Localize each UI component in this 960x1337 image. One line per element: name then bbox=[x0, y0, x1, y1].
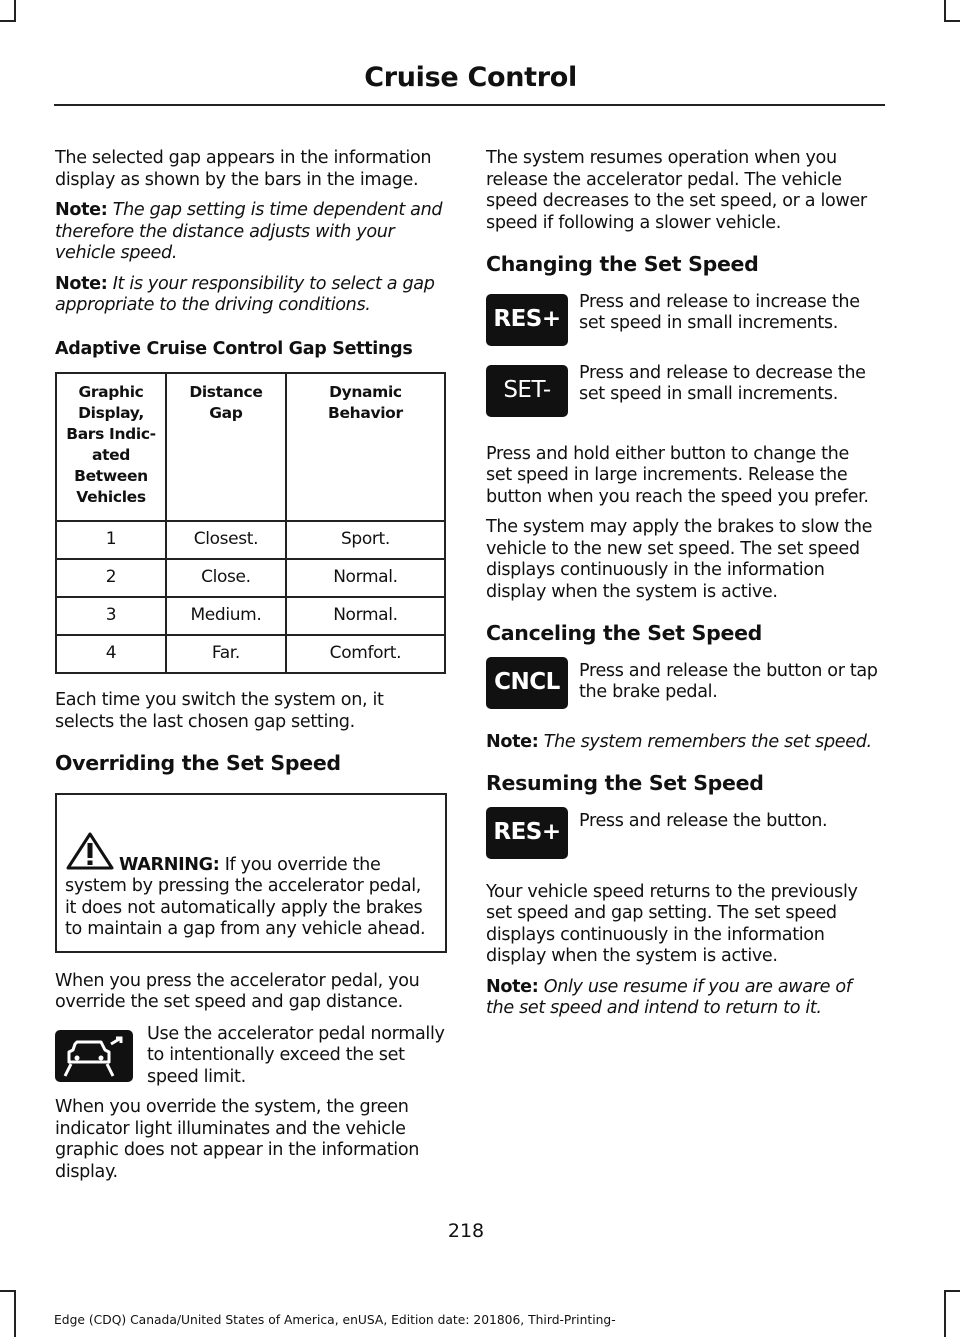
table-header: Distance Gap bbox=[166, 373, 286, 521]
warning-triangle-icon bbox=[65, 831, 115, 878]
table-cell: Close. bbox=[166, 559, 286, 597]
table-cell: 2 bbox=[56, 559, 166, 597]
table-cell: 1 bbox=[56, 521, 166, 559]
set-minus-row bbox=[486, 363, 878, 435]
cncl-row bbox=[486, 661, 878, 723]
note-text: It is your responsibility to select a gap appropriate to the driving conditions. bbox=[55, 273, 435, 315]
page-number: 218 bbox=[447, 1220, 485, 1242]
header-divider bbox=[54, 104, 885, 106]
section-heading: Canceling the Set Speed bbox=[486, 621, 763, 645]
paragraph: The selected gap appears in the information display as shown by the bars in the image. bbox=[55, 148, 432, 190]
crop-mark bbox=[944, 1290, 946, 1337]
paragraph: Your vehicle speed returns to the previously set speed and gap setting. The set speed displays continuously in the information display when the system is active. bbox=[486, 881, 858, 966]
crop-mark bbox=[14, 1290, 16, 1337]
paragraph: The system may apply the brakes to slow the vehicle to the new set speed. The set speed displays continuously in the information display when the system is active. bbox=[486, 517, 873, 602]
table-cell: Normal. bbox=[286, 597, 445, 635]
table-row bbox=[56, 559, 445, 597]
set-minus-button-icon: SET- bbox=[486, 365, 568, 417]
note bbox=[486, 732, 878, 754]
table-cell: Sport. bbox=[286, 521, 445, 559]
warning-label: WARNING: bbox=[119, 854, 220, 875]
accelerator-description: Use the accelerator pedal normally to intentionally exceed the set speed limit. bbox=[147, 1023, 445, 1087]
crop-mark bbox=[944, 0, 946, 20]
res-plus-button-icon: RES+ bbox=[486, 294, 568, 346]
gap-settings-table bbox=[55, 372, 446, 674]
left-column bbox=[55, 148, 447, 1192]
crop-mark bbox=[944, 1290, 960, 1292]
warning-paragraph bbox=[65, 855, 437, 941]
section-heading: Resuming the Set Speed bbox=[486, 771, 764, 795]
note-label: Note: bbox=[486, 731, 539, 752]
resume-row bbox=[486, 811, 878, 873]
note-text: The gap setting is time dependent and therefore the distance adjusts with your vehicle speed. bbox=[55, 200, 443, 263]
set-minus-description: Press and release to decrease the set speed in small increments. bbox=[579, 362, 866, 404]
section-heading: Changing the Set Speed bbox=[486, 252, 759, 276]
paragraph: Each time you switch the system on, it selects the last chosen gap setting. bbox=[55, 690, 384, 732]
page-title: Cruise Control bbox=[364, 62, 577, 93]
paragraph: The system resumes operation when you release the accelerator pedal. The vehicle speed decreases to the set speed, or a lower speed if following a slower vehicle. bbox=[486, 148, 867, 233]
resume-description: Press and release the button. bbox=[579, 810, 828, 831]
section-heading: Overriding the Set Speed bbox=[55, 751, 341, 775]
table-header: Dynamic Behavior bbox=[286, 373, 445, 521]
paragraph: Press and hold either button to change the set speed in large increments. Release the button when you reach the speed you prefer. bbox=[486, 443, 869, 507]
warning-box bbox=[55, 793, 447, 953]
accelerator-override-row bbox=[55, 1024, 447, 1089]
warning-text: If you override the system by pressing the accelerator pedal, it does not automatically apply the brakes to maintain a gap from any vehicle ahead. bbox=[65, 854, 426, 939]
table-header: Graphic Display, Bars Indic-ated Between Vehicles bbox=[56, 373, 166, 521]
res-plus-row bbox=[486, 292, 878, 354]
note-text: Only use resume if you are aware of the set speed and intend to return to it. bbox=[486, 976, 852, 1018]
paragraph: When you press the accelerator pedal, you override the set speed and gap distance. bbox=[55, 970, 420, 1012]
table-cell: Medium. bbox=[166, 597, 286, 635]
crop-mark bbox=[14, 0, 16, 20]
table-cell: Far. bbox=[166, 635, 286, 673]
crop-mark bbox=[0, 20, 16, 22]
table-title: Adaptive Cruise Control Gap Settings bbox=[55, 338, 413, 359]
note bbox=[55, 200, 447, 265]
table-row bbox=[56, 521, 445, 559]
note-label: Note: bbox=[55, 200, 108, 220]
note-label: Note: bbox=[486, 976, 539, 997]
note bbox=[486, 977, 878, 1020]
note bbox=[55, 274, 447, 317]
note-label: Note: bbox=[55, 273, 108, 294]
table-cell: 3 bbox=[56, 597, 166, 635]
table-row bbox=[56, 597, 445, 635]
res-plus-description: Press and release to increase the set speed in small increments. bbox=[579, 291, 860, 333]
cncl-button-icon: CNCL bbox=[486, 657, 568, 709]
table-cell: Comfort. bbox=[286, 635, 445, 673]
table-cell: Closest. bbox=[166, 521, 286, 559]
right-column bbox=[486, 148, 878, 1029]
note-text: The system remembers the set speed. bbox=[543, 731, 872, 752]
cncl-description: Press and release the button or tap the brake pedal. bbox=[579, 660, 878, 702]
table-header-row bbox=[56, 373, 445, 521]
table-row bbox=[56, 635, 445, 673]
crop-mark bbox=[944, 20, 960, 22]
table-cell: 4 bbox=[56, 635, 166, 673]
vehicle-override-icon bbox=[55, 1030, 133, 1082]
crop-mark bbox=[0, 1290, 16, 1292]
res-plus-button-icon: RES+ bbox=[486, 807, 568, 859]
table-cell: Normal. bbox=[286, 559, 445, 597]
footer-edition-info: Edge (CDQ) Canada/United States of America, enUSA, Edition date: 201806, Third-Printing- bbox=[54, 1313, 616, 1327]
paragraph: When you override the system, the green indicator light illuminates and the vehicle graphic does not appear in the information display. bbox=[55, 1097, 420, 1182]
